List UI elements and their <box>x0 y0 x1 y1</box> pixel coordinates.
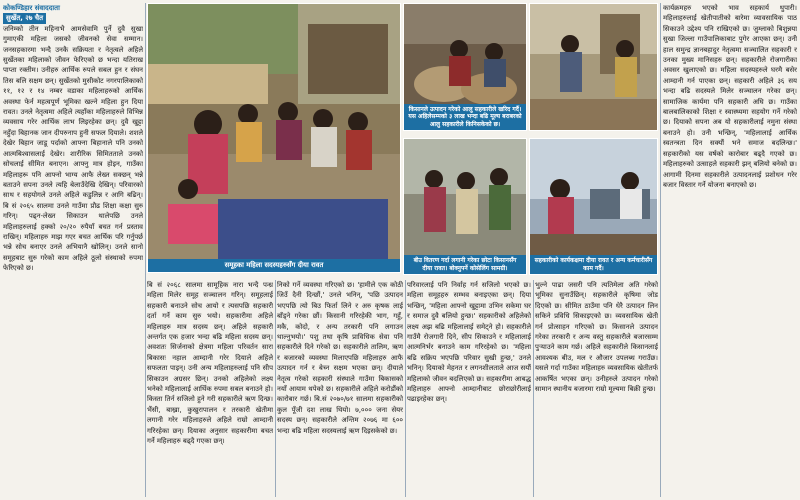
article-column-1 <box>3 3 143 497</box>
article-column-2 <box>147 280 273 497</box>
article-text: परिवारलाई पनि निर्वाह गर्न सजिलो भएको छ। महिला समूहहरु सम्भव बनाइएका छन्। दिया भन्छिन्, 'महिला आफ्नो खुट्टामा उभिन सकेमा घर र समाज दुवै बलियो हुन्छ।' सहकारीको अहिलेको लक्ष्य अझ बढि महिलालाई समेट्ने हो। सहकारीले गाउँमै रोजगारी दिने, सीप सिकाउने र महिलालाई आत्मनिर्भर बनाउने काम गरिरहेको छ। 'महिला बढि सक्रिय भएपछि परिवार सुखी हुन्छ,' उनले भनिन्। दियाको मेहनत र लगनशीलताले आज सयौं महिलाको जीवन बदलिएको छ। सहकारीमा आबद्ध महिलाहरु आफ्नो आम्दानीबाट छोराछोरीलाई पढाइरहेका छन्। <box>407 281 531 404</box>
photo-caption: सहकारीको कार्यकक्षमा दीया रावत र अन्य कर्मचारीसँग काम गर्दै। <box>530 255 657 274</box>
photo-farmers <box>529 3 658 131</box>
photo-caption: किसानले उत्पादन गरेको आलु सहकारीले खरिद गर्दै। यस अहिलेसम्मको ३ लाख भन्दा बढि मूल्य बराबरको आलु सहकारीले किनिसकेको छ। <box>404 104 526 131</box>
article-text: बि सं २०६८ सालमा सामूहिक नारा भन्दै पन्ध्र महिला मिलेर समूह सञ्चालन गरिन्। समूहलाई सहकारी बनाउने सोच आयो र त्यसपछि सहकारी दर्ता गर्ने काम सुरु भयो। सहकारीमा अहिले महिलाहरु मात्र सदस्य छन्। अहिले सहकारी अन्तर्गत एक हजार भन्दा बढि महिला सदस्य छन्। अवशतः सिर्जनाको क्षेत्रमा महिला परिवर्तन सारा बिकासः नहाल आम्दानी गरेर दियाले अहिले सफलता पाइन्। उनी अन्य महिलाहरुलाई पनि सीप सिकाउन अग्रसर छिन्। उनको अहिलेको लक्ष्य भनेको महिलालाई आर्थिक रुपमा सबल बनाउने हो। किस्ता तिर्न सजिलो हुने गरी सहकारीले ऋण दिन्छ। भैंसी, बाख्रा, कुखुरापालन र तरकारी खेतीमा लगानी गरेर महिलाहरुले अहिले राम्रो आम्दानी गरिरहेका छन्। दियाका अनुसार सहकारीमा बचत गर्ने महिलाहरु बढ्दै गएका छन्। <box>147 281 273 446</box>
article-column-4 <box>407 280 531 497</box>
article-text: निको गर्ने व्यवस्था गरिएको छ। 'हामीले एक कोठी जिउँ दैनी दिन्छौं,' उनले भनिन्, 'पछि उत्पादन भएपछि त्यो बिउ फिर्ता लिने र अरु कृषक लाई बाँड्ने गरेका छौं। किसानी गरिरहेकी भाग, गहुँ, मकै, कोदो, र अन्य तरकारी पनि लगाउन थाल्नुभयो।' पशु तथा कृषि प्राविधिक सेवा पनि सहकारीले दिने गरेको छ। सहकारीले तालिम, ऋण र बजारको व्यवस्था मिलाएपछि महिलाहरु आफै उत्पादन गर्न र बेच्न सक्षम भएका छन्। दीयाले नेतृत्व गरेको सहकारी संस्थाले गाउँमा बिकासको नयाँ आयाम थपेको छ। सहकारीले अहिले करोडौंको कारोबार गर्छ। बि.सं २०७०/७१ सालमा सहकारीको कुल पूँजी दश लाख थियो। ७,००० जना सेयर सदस्य छन्। सहकारीले अन्तिम २०७६ मा ६०० भन्दा बढि महिला सदस्यलाई ऋण दिइसकेको छ। <box>277 281 403 435</box>
photo-caption: बीउ वितरण गर्दा लगानी गरेका छोटा किसानसँग दीया रावत। बोक्नुपर्ने कोसेलिंग सामग्री। <box>404 255 526 274</box>
article-text: कार्यक्रमहरु भएको भाव सहकार्य थुपारी। महिलाहरुलाई खेतीपातीको बारेमा व्यावसायिक पाठ सिकाउने उद्देश्य पनि राखिएको छ। जुम्लाको बिशुन्नया सुखा जिल्ला गाउँपालिकाबाट पुगेर आएका छन्। उनी हाल समुन्द्र ज्ञानबहादुर नेतृत्वमा सञ्चालित सहकारी र उनका मुख्य मानिसहरु छन्। सहकारीले रोजगारीका अवसर खुलाएको छ। महिला सदस्यहरुले घरमै बसेर आम्दानी गर्न पाएका छन्। सहकारी अहिले ३६ सय भन्दा बढि सदस्यले मिलेर सञ्चालन गरेका छन्। सामाजिक कार्यमा पनि सहकारी अघि छ। गाउँका बालबालिकाको शिक्षा र स्वास्थ्यमा सहयोग गर्ने गरेको छ। दियाको सपना अब यो सहकारीलाई नमुना संस्था बनाउने हो। उनी भन्छिन्, 'महिलालाई आर्थिक स्वतन्त्रता दिन सक्यौं भने समाज बदलिन्छ।' सहकारीको यस वर्षको कारोबार बढ्दै गएको छ। महिलाहरुको उत्साहले सहकारी झन् बलियो बनेको छ। आगामी दिनमा सहकारीले उत्पादनलाई प्रशोधन गरेर बजार विस्तार गर्ने योजना बनाएको छ। <box>663 4 797 189</box>
photo-seed-distribution <box>403 138 527 275</box>
article-text: जनिम्को तीन महिनाभै आमसेवामि पुर्ने दुवै सुखा गुमाएकी महिला जसको जीवनको सेवा सम्मान। जनसहकारमा भन्दै उनकै सक्रियता र नेतृत्वले अहिले सुर्खेतका महिलाको जीवन फेरिएको छ भन्दा यतिराख पाप्ता रक्तीम। उनीहरु आर्थिक रुपले सबल हुन र संघन तिस बलि सक्षम छन्। सुर्खेतको मुसीकोट नगरपालिकाको ११, १२ र १४ नम्बर वडाका महिलाहरुको आर्थिक अवस्था फेर्न महत्वपूर्ण भूमिका खल्ने महिला हुन दिया रावत। उनले नेतृत्वमा अहिले त्यहाँका महिलाहरुले विभिन्न व्यवसाय गरेर आर्थिक लाभ लिइरहेका छन्। दुवै खुट्टा नहुँदा बिहानक जान दीपरुनाप हुनी सफल दियाले। शशले देखेर बिहान जाडू पर्दाको आफ्ना बिहानाले पनि उनको आत्मबिश्वासलाई देखेर। शारीरिक सिमितताले उनको सोचलाई सीमित बनाएन। आफ्नु मात्र होइन, गाउँका महिलाहरू पनि आफ्नो भाग्य आफै लेख्न सक्छन् भन्ने बताउने सपना उनले त्यहि बेलाउँदेखि देखिन्। परिवारको साथ र सहयोगले उनले अहिले कडुलिन्न र आगि बढिन्। बि सं २०६५ सालमा उनले गाउँमा प्रौढ शिक्षा कक्षा सुरु गरिन्। पढ्न-लेख्न सिकाउन थालेपछि उनले महिलाहरुलाई हक्को २०/२० रुपैयाँ बचत गर्न प्रस्ताव राखिन्। महिलाहरु माझ गएर बचत आर्थिक परि गर्नुपर्छ भन्ने सोच बनाएर उनले अभियानै खोलिन्। उनले सानो समूहबाट सुरु गरेको काम अहिले ठूलो संस्थाको रुपमा फेरिएको छ। <box>3 24 143 273</box>
photo-group-meeting <box>147 3 401 273</box>
group-photo-icon <box>148 4 401 273</box>
photo-potato-purchase <box>403 3 527 131</box>
article-column-7 <box>663 3 797 497</box>
farmers-photo-icon <box>530 4 658 131</box>
photo-caption: समूहका महिला सदस्यहरुसँग दीया रावत <box>148 259 400 272</box>
dateline: सुर्खेत, २७ चैत <box>3 13 46 23</box>
article-column-5 <box>535 280 658 497</box>
article-text: भुल्ने पाढा जसरी पनि त्यतिमेला अति गरेको भूमिका सुनाउँछिन्। सहकारीले कृषिमा जोड दिएको छ। सीमित ठाउँमा पनि धेरै उत्पादन लिन सकिने प्रविधि सिकाइएको छ। व्यवसायिक खेती गर्न प्रोत्साहन गरिएको छ। किसानले उत्पादन गरेका तरकारी र अन्य वस्तु सहकारीले बजारसम्म पुर्‍याउने काम गर्छ। अहिले सहकारीले किसानलाई आवश्यक बीउ, मल र औजार उपलब्ध गराउँछ। यसले गर्दा गाउँका महिलाहरु व्यवसायिक खेतीतर्फ आकर्षित भएका छन्। उनीहरुले उत्पादन गरेको सामान स्थानीय बजारमा राम्रो मूल्यमा बिक्री हुन्छ। <box>535 281 658 394</box>
article-column-3 <box>277 280 403 497</box>
photo-office <box>529 138 658 275</box>
byline: कोकण्डिहार संवाददाता <box>3 4 60 12</box>
